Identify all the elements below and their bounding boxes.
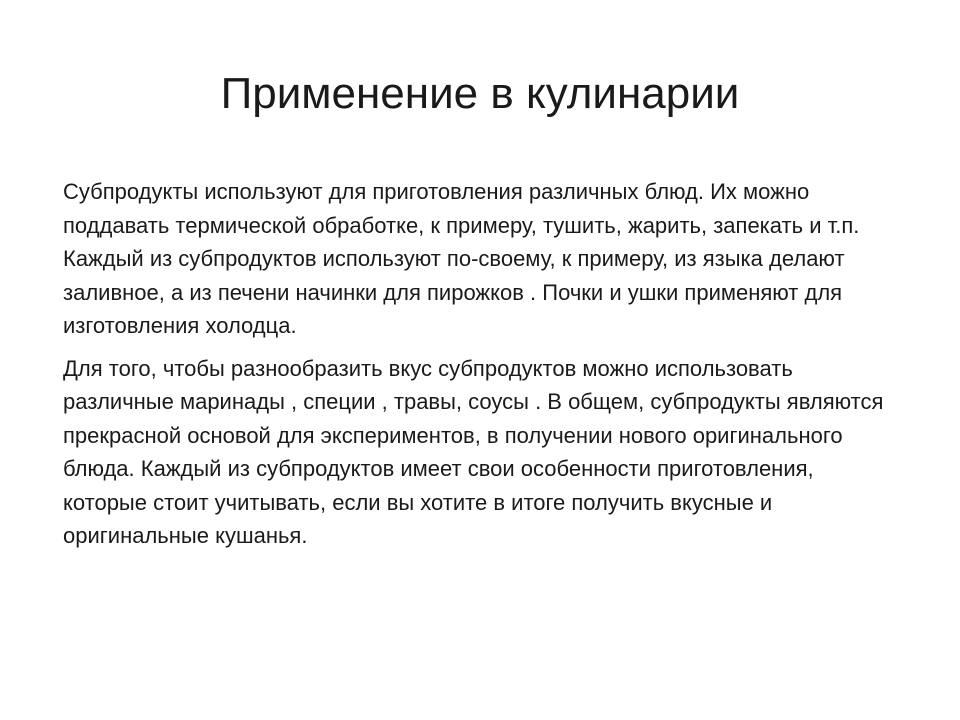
- paragraph-seasoning-ideas: Для того, чтобы разнообразить вкус субпродуктов можно использовать различные маринады , специи , травы, соусы . В общем, субпродукты являются прекрасной основой для экспериментов, в получении нового оригинального блюда. Каждый из субпродуктов имеет свои особенности приготовления, которые стоит учитывать, если вы хотите в итоге получить вкусные и оригинальные кушанья.: [63, 355, 884, 548]
- paragraph-cooking-uses: Субпродукты используют для приготовления различных блюд. Их можно поддавать термической обработке, к примеру, тушить, жарить, запекать и т.п. Каждый из субпродуктов используют по-своему, к примеру, из языка делают заливное, а из печени начинки для пирожков . Почки и ушки применяют для изготовления холодца.: [63, 179, 860, 338]
- slide-title: Применение в кулинарии: [220, 69, 740, 118]
- slide-body: [63, 175, 903, 562]
